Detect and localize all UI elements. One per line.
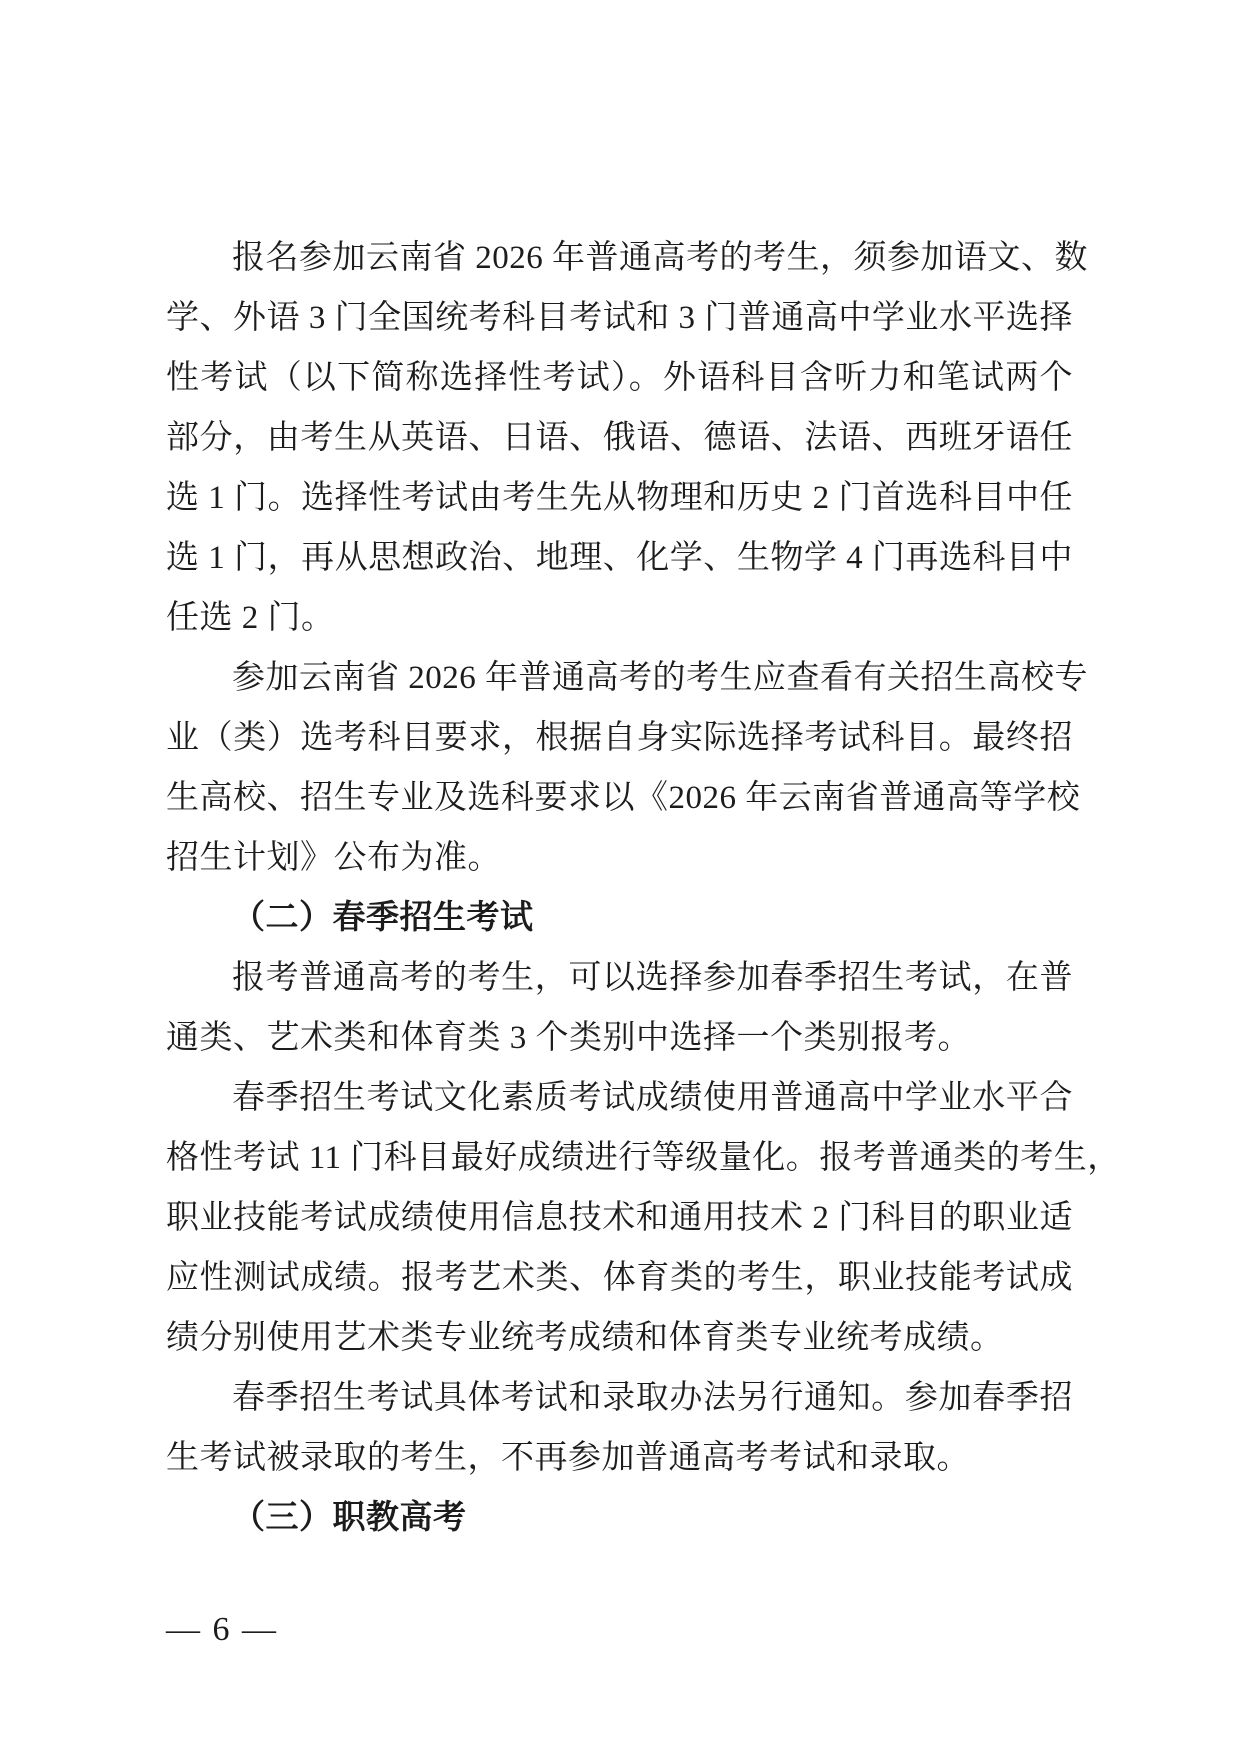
body-text-line: 生考试被录取的考生，不再参加普通高考考试和录取。 bbox=[166, 1440, 970, 1476]
page-number: — 6 — bbox=[166, 1611, 278, 1648]
body-text-line: 业（类）选考科目要求，根据自身实际选择考试科目。最终招 bbox=[166, 720, 1073, 756]
body-text-line: 格性考试 11 门科目最好成绩进行等级量化。报考普通类的考生， bbox=[166, 1140, 1121, 1176]
body-text-line: 任选 2 门。 bbox=[166, 600, 335, 636]
body-text-line: 通类、艺术类和体育类 3 个类别中选择一个类别报考。 bbox=[166, 1020, 971, 1056]
body-text-line: 性考试（以下简称选择性考试）。外语科目含听力和笔试两个 bbox=[166, 360, 1073, 396]
body-text-line: 绩分别使用艺术类专业统考成绩和体育类专业统考成绩。 bbox=[166, 1320, 1004, 1356]
body-text-line: 报考普通高考的考生，可以选择参加春季招生考试，在普 bbox=[232, 960, 1073, 996]
section-heading: （二）春季招生考试 bbox=[232, 900, 534, 936]
section-heading: （三）职教高考 bbox=[232, 1500, 467, 1536]
body-text-line: 参加云南省 2026 年普通高考的考生应查看有关招生高校专 bbox=[232, 660, 1088, 696]
body-text-line: 选 1 门，再从思想政治、地理、化学、生物学 4 门再选科目中 bbox=[166, 540, 1073, 576]
body-text-line: 生高校、招生专业及选科要求以《2026 年云南省普通高等学校 bbox=[166, 780, 1081, 816]
body-text-line: 职业技能考试成绩使用信息技术和通用技术 2 门科目的职业适 bbox=[166, 1200, 1073, 1236]
body-text-line: 学、外语 3 门全国统考科目考试和 3 门普通高中学业水平选择 bbox=[166, 300, 1073, 336]
body-text-line: 春季招生考试具体考试和录取办法另行通知。参加春季招 bbox=[232, 1380, 1073, 1416]
document-body bbox=[166, 228, 1121, 1548]
body-text-line: 应性测试成绩。报考艺术类、体育类的考生，职业技能考试成 bbox=[166, 1260, 1073, 1296]
body-text-line: 报名参加云南省 2026 年普通高考的考生，须参加语文、数 bbox=[232, 240, 1088, 276]
body-text-line: 招生计划》公布为准。 bbox=[166, 840, 501, 876]
body-text-line: 选 1 门。选择性考试由考生先从物理和历史 2 门首选科目中任 bbox=[166, 480, 1073, 516]
body-text-line: 部分，由考生从英语、日语、俄语、德语、法语、西班牙语任 bbox=[166, 420, 1073, 456]
body-text-line: 春季招生考试文化素质考试成绩使用普通高中学业水平合 bbox=[232, 1080, 1073, 1116]
